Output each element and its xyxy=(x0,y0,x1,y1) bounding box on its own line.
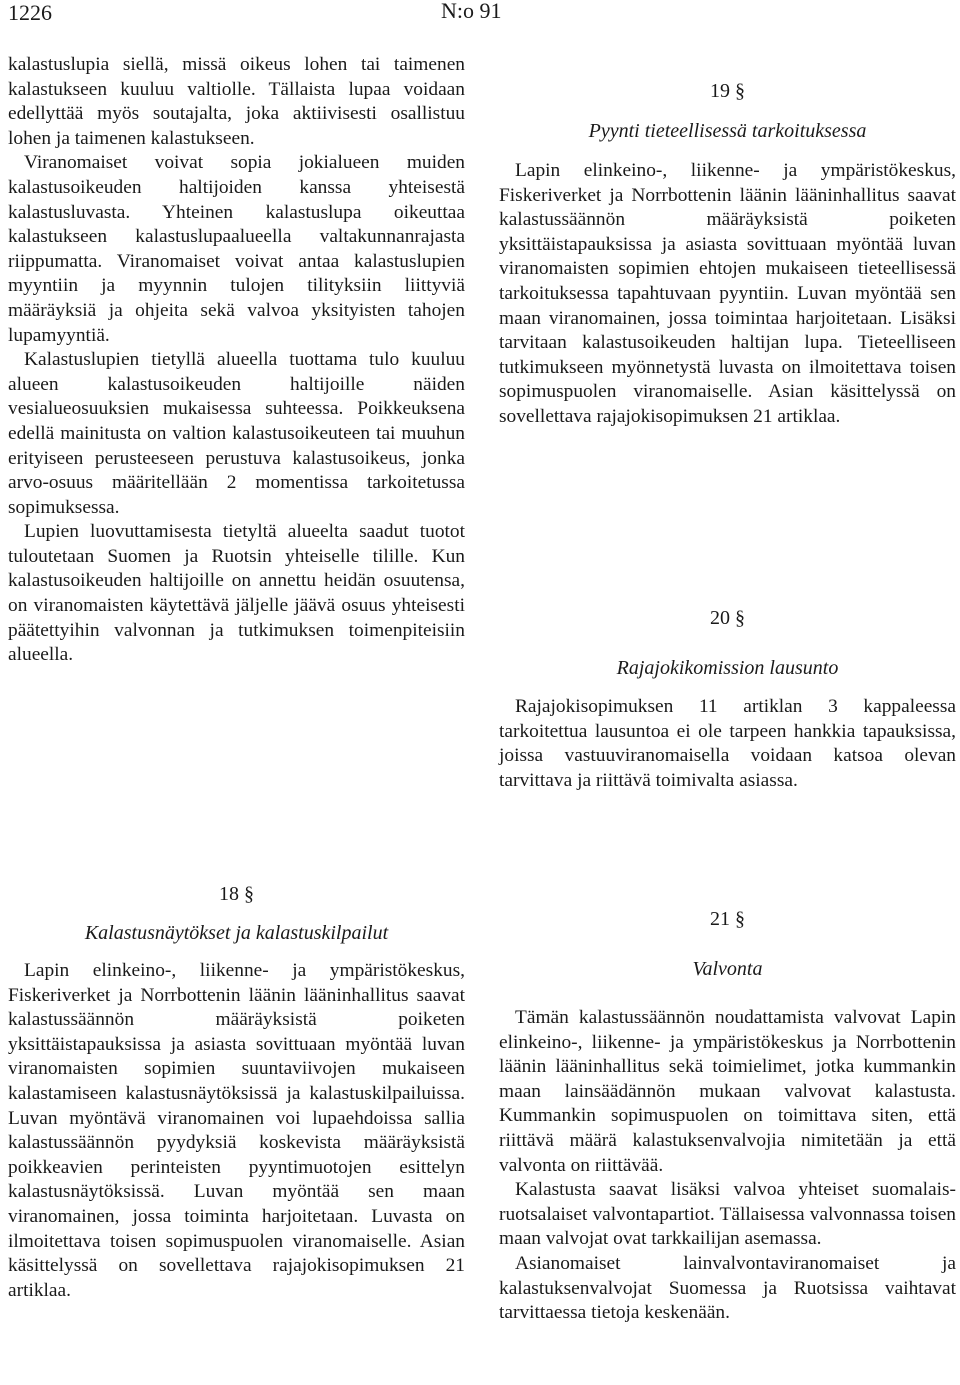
paragraph: Kalastuslupien tietyllä alueella tuottama tulo kuuluu alueen kalastusoikeuden haltijoille näiden vesialueosuuksien mukaisessa suhteessa. Poikkeuksena edellä mainitusta on valtion kalastusoikeuteen tai muuhun erityiseen perusteeseen perustuva kalastusoikeus, jonka arvo-osuus määritellään 2 momentissa tarkoitetussa sopimuksessa. xyxy=(8,349,465,518)
paragraph: Lupien luovuttamisesta tietyltä alueelta saadut tuotot tuloutetaan Suomen ja Ruotsin yhteiselle tilille. Kun kalastusoikeuden haltijoille on annettu heidän osuutensa, on viranomaisten käytettävä jäljelle jäävä osuus yhteisesti päätettyihin valvonnan ja tutkimuksen toimenpiteisiin alueella. xyxy=(8,521,465,666)
paragraph: Lapin elinkeino-, liikenne- ja ympäristökeskus, Fiskeriverket ja Norrbottenin läänin lääninhallitus saavat kalastussäännön määräyksistä poiketen yksittäistapauksissa ja asiasta sovittuaan myöntää luvan viranomaisten sopimien suuntaviivojen mukaiseen kalastamiseen kalastusnäytöksissä ja kalastuskilpailuissa. Luvan myöntävä viranomainen voi lupaehdoissa sallia kalastussäännön pyydyksiä koskevista määräyksistä poikkeavien perinteisten pyyntimuotojen esittelyn kalastusnäytöksissä. Luvan myöntää sen maan viranomainen, jossa toiminta harjoitetaan. Luvasta on ilmoitettava toisen sopimuspuolen viranomaiselle. Asian käsittelyssä on sovellettava rajajokisopimuksen 21 artiklaa. xyxy=(8,960,465,1301)
paragraph: Kalastusta saavat lisäksi valvoa yhteiset suomalais-ruotsalaiset valvontapartiot. Tällaisessa valvonnassa toisen maan valvojat ovat tarkkailijan asemassa. xyxy=(499,1179,956,1250)
paragraph: Asianomaiset lainvalvontaviranomaiset ja kalastuksenvalvojat Suomessa ja Ruotsissa vaihtavat tarvittaessa tietoja keskenään. xyxy=(499,1252,956,1324)
section-20 xyxy=(499,606,956,793)
section-title: Pyynti tieteellisessä tarkoituksessa xyxy=(588,120,867,142)
paragraph: Lapin elinkeino-, liikenne- ja ympäristökeskus, Fiskeriverket ja Norrbottenin läänin lääninhallitus saavat kalastussäännön määräyksistä poiketen yksittäistapauksissa ja asiasta sovittuaan myöntää luvan viranomaisten sopimien ehtojen mukaiseen tieteellisessä tarkoituksessa tapahtuvaan pyyntiin. Luvan myöntää sen maan viranomainen, jossa toimintaa harjoitetaan. Lisäksi tarvitaan kalastusoikeuden haltijan lupa. Tieteelliseen tutkimukseen myönnetystä luvasta on ilmoitettava toisen sopimuspuolen viranomaiselle. Asian käsittelyssä on sovellettava rajajokisopimuksen 21 artiklaa. xyxy=(499,160,956,427)
page-number: 1226 xyxy=(8,0,52,25)
section-title: Kalastusnäytökset ja kalastuskilpailut xyxy=(84,922,389,944)
section-number: 21 § xyxy=(710,908,745,930)
section-18 xyxy=(8,882,465,1303)
paragraph: Rajajokisopimuksen 11 artiklan 3 kappaleessa tarkoitettua lausuntoa ei ole tarpeen hankkia tapauksissa, joissa vastuuviranomaisella voidaan katsoa olevan tarvittava ja riittävä toimivalta asiassa. xyxy=(499,696,956,791)
section-title: Valvonta xyxy=(692,958,763,980)
issue-number: N:o 91 xyxy=(441,0,502,23)
section-number: 20 § xyxy=(710,607,745,629)
section-number: 18 § xyxy=(219,883,254,905)
paragraph: Tämän kalastussäännön noudattamista valvovat Lapin elinkeino-, liikenne- ja ympäristökeskus ja Norrbottenin läänin lääninhallitus sekä toimielimet, jotka kummankin maan lainsäädännön mukaan valvovat kalastusta. Kummankin sopimuspuolen on toimittava siten, että riittävä määrä kalastuksenvalvojia nimitetään ja että valvonta on riittävää. xyxy=(499,1007,956,1176)
section-number: 19 § xyxy=(710,80,745,102)
section-19 xyxy=(499,79,956,430)
section-21 xyxy=(499,907,956,1326)
paragraph: kalastuslupia siellä, missä oikeus lohen tai taimenen kalastukseen kuuluu valtiolle. Tällaista lupaa voidaan edellyttää myös soutajalta, joka aktiivisesti osallistuu lohen ja taimenen kalastukseen. xyxy=(8,54,465,149)
left-continuation-block xyxy=(8,53,465,668)
paragraph: Viranomaiset voivat sopia jokialueen muiden kalastusoikeuden haltijoiden kanssa yhteisestä kalastusluvasta. Yhteinen kalastuslupa oikeuttaa kalastukseen kalastuslupaalueella valtakunnanrajasta riippumatta. Viranomaiset voivat antaa kalastuslupien myyntiin ja myynnin tulojen tilityksiin liittyviä määräyksiä ja ohjeita sekä valvoa yksityisten tahojen lupamyyntiä. xyxy=(8,152,465,346)
section-title: Rajajokikomission lausunto xyxy=(616,657,839,679)
